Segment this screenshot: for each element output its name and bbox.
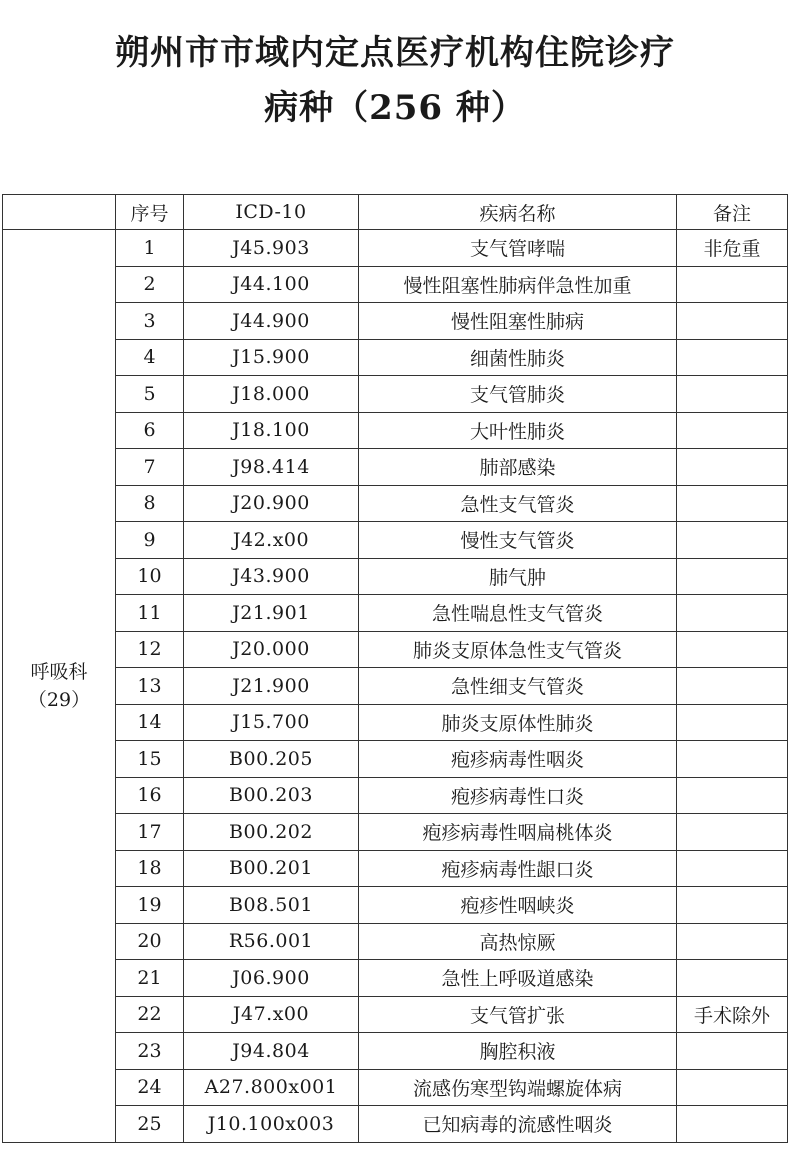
row-remark xyxy=(677,704,788,741)
row-sequence: 23 xyxy=(116,1033,184,1070)
table-row xyxy=(3,741,788,778)
row-remark xyxy=(677,303,788,340)
row-disease-name: 胸腔积液 xyxy=(359,1033,677,1070)
row-disease-name: 肺炎支原体急性支气管炎 xyxy=(359,631,677,668)
document-title-line-2: 病种（256 种） xyxy=(264,88,526,128)
row-icd-code: J44.900 xyxy=(184,303,359,340)
row-remark xyxy=(677,376,788,413)
row-disease-name: 急性支气管炎 xyxy=(359,485,677,522)
row-sequence: 19 xyxy=(116,887,184,924)
row-icd-code: B00.205 xyxy=(184,741,359,778)
table-row xyxy=(3,558,788,595)
row-disease-name: 慢性阻塞性肺病伴急性加重 xyxy=(359,266,677,303)
row-disease-name: 疱疹病毒性咽炎 xyxy=(359,741,677,778)
table-row xyxy=(3,996,788,1033)
row-icd-code: J21.900 xyxy=(184,668,359,705)
table-row xyxy=(3,485,788,522)
table-row xyxy=(3,777,788,814)
row-icd-code: J45.903 xyxy=(184,230,359,267)
row-remark xyxy=(677,923,788,960)
row-sequence: 16 xyxy=(116,777,184,814)
row-sequence: 7 xyxy=(116,449,184,486)
row-sequence: 20 xyxy=(116,923,184,960)
row-remark xyxy=(677,522,788,559)
row-remark: 手术除外 xyxy=(677,996,788,1033)
table-row xyxy=(3,266,788,303)
header-sequence: 序号 xyxy=(116,195,184,230)
table-row xyxy=(3,631,788,668)
row-sequence: 11 xyxy=(116,595,184,632)
table-row xyxy=(3,704,788,741)
header-remarks: 备注 xyxy=(677,195,788,230)
row-sequence: 1 xyxy=(116,230,184,267)
row-remark xyxy=(677,485,788,522)
row-sequence: 17 xyxy=(116,814,184,851)
row-icd-code: B00.201 xyxy=(184,850,359,887)
row-disease-name: 肺气肿 xyxy=(359,558,677,595)
department-cell xyxy=(3,230,116,1143)
row-sequence: 18 xyxy=(116,850,184,887)
row-icd-code: J20.000 xyxy=(184,631,359,668)
table-row xyxy=(3,522,788,559)
row-sequence: 2 xyxy=(116,266,184,303)
row-sequence: 9 xyxy=(116,522,184,559)
row-icd-code: J06.900 xyxy=(184,960,359,997)
table-row xyxy=(3,339,788,376)
table-row xyxy=(3,230,788,267)
row-disease-name: 大叶性肺炎 xyxy=(359,412,677,449)
row-sequence: 25 xyxy=(116,1106,184,1143)
row-remark: 非危重 xyxy=(677,230,788,267)
row-icd-code: B00.202 xyxy=(184,814,359,851)
disease-table xyxy=(2,194,788,1143)
row-icd-code: J18.100 xyxy=(184,412,359,449)
row-icd-code: J47.x00 xyxy=(184,996,359,1033)
row-sequence: 10 xyxy=(116,558,184,595)
table-row xyxy=(3,1106,788,1143)
row-sequence: 13 xyxy=(116,668,184,705)
row-remark xyxy=(677,558,788,595)
row-icd-code: A27.800x001 xyxy=(184,1069,359,1106)
row-remark xyxy=(677,631,788,668)
row-remark xyxy=(677,595,788,632)
row-icd-code: J15.700 xyxy=(184,704,359,741)
header-disease-name: 疾病名称 xyxy=(359,195,677,230)
row-icd-code: J94.804 xyxy=(184,1033,359,1070)
row-disease-name: 疱疹病毒性咽扁桃体炎 xyxy=(359,814,677,851)
header-icd10: ICD-10 xyxy=(184,195,359,230)
table-row xyxy=(3,1069,788,1106)
table-header-row xyxy=(3,195,788,230)
row-disease-name: 肺炎支原体性肺炎 xyxy=(359,704,677,741)
row-disease-name: 流感伤寒型钩端螺旋体病 xyxy=(359,1069,677,1106)
row-disease-name: 疱疹性咽峡炎 xyxy=(359,887,677,924)
row-icd-code: J10.100x003 xyxy=(184,1106,359,1143)
row-disease-name: 慢性阻塞性肺病 xyxy=(359,303,677,340)
row-icd-code: J43.900 xyxy=(184,558,359,595)
department-count: （29） xyxy=(27,688,91,711)
row-remark xyxy=(677,887,788,924)
row-sequence: 5 xyxy=(116,376,184,413)
row-icd-code: B00.203 xyxy=(184,777,359,814)
row-disease-name: 支气管哮喘 xyxy=(359,230,677,267)
table-row xyxy=(3,595,788,632)
row-sequence: 4 xyxy=(116,339,184,376)
row-remark xyxy=(677,777,788,814)
table-row xyxy=(3,303,788,340)
table-row xyxy=(3,814,788,851)
row-icd-code: J15.900 xyxy=(184,339,359,376)
row-disease-name: 支气管肺炎 xyxy=(359,376,677,413)
row-disease-name: 急性细支气管炎 xyxy=(359,668,677,705)
document-title-line-1: 朔州市市域内定点医疗机构住院诊疗 xyxy=(115,33,675,73)
row-sequence: 22 xyxy=(116,996,184,1033)
table-row xyxy=(3,412,788,449)
row-disease-name: 肺部感染 xyxy=(359,449,677,486)
table-row xyxy=(3,960,788,997)
row-sequence: 24 xyxy=(116,1069,184,1106)
row-disease-name: 急性喘息性支气管炎 xyxy=(359,595,677,632)
row-sequence: 12 xyxy=(116,631,184,668)
row-sequence: 8 xyxy=(116,485,184,522)
row-disease-name: 急性上呼吸道感染 xyxy=(359,960,677,997)
row-icd-code: J20.900 xyxy=(184,485,359,522)
row-remark xyxy=(677,1106,788,1143)
row-icd-code: B08.501 xyxy=(184,887,359,924)
row-sequence: 15 xyxy=(116,741,184,778)
table-row xyxy=(3,376,788,413)
row-sequence: 3 xyxy=(116,303,184,340)
row-remark xyxy=(677,668,788,705)
row-remark xyxy=(677,449,788,486)
row-sequence: 21 xyxy=(116,960,184,997)
table-row xyxy=(3,449,788,486)
row-disease-name: 细菌性肺炎 xyxy=(359,339,677,376)
row-disease-name: 已知病毒的流感性咽炎 xyxy=(359,1106,677,1143)
header-department xyxy=(3,195,116,230)
table-row xyxy=(3,850,788,887)
department-name: 呼吸科 xyxy=(30,660,88,683)
table-row xyxy=(3,887,788,924)
row-sequence: 14 xyxy=(116,704,184,741)
row-remark xyxy=(677,1033,788,1070)
row-remark xyxy=(677,960,788,997)
row-remark xyxy=(677,1069,788,1106)
row-remark xyxy=(677,412,788,449)
disease-table-body xyxy=(3,195,788,1143)
table-row xyxy=(3,668,788,705)
row-disease-name: 高热惊厥 xyxy=(359,923,677,960)
row-remark xyxy=(677,266,788,303)
row-disease-name: 慢性支气管炎 xyxy=(359,522,677,559)
row-icd-code: J44.100 xyxy=(184,266,359,303)
row-remark xyxy=(677,850,788,887)
row-remark xyxy=(677,741,788,778)
row-remark xyxy=(677,814,788,851)
row-icd-code: J21.901 xyxy=(184,595,359,632)
row-icd-code: J18.000 xyxy=(184,376,359,413)
row-sequence: 6 xyxy=(116,412,184,449)
row-disease-name: 疱疹病毒性口炎 xyxy=(359,777,677,814)
row-disease-name: 疱疹病毒性龈口炎 xyxy=(359,850,677,887)
row-icd-code: J98.414 xyxy=(184,449,359,486)
row-icd-code: J42.x00 xyxy=(184,522,359,559)
row-remark xyxy=(677,339,788,376)
table-row xyxy=(3,1033,788,1070)
table-row xyxy=(3,923,788,960)
row-icd-code: R56.001 xyxy=(184,923,359,960)
row-disease-name: 支气管扩张 xyxy=(359,996,677,1033)
